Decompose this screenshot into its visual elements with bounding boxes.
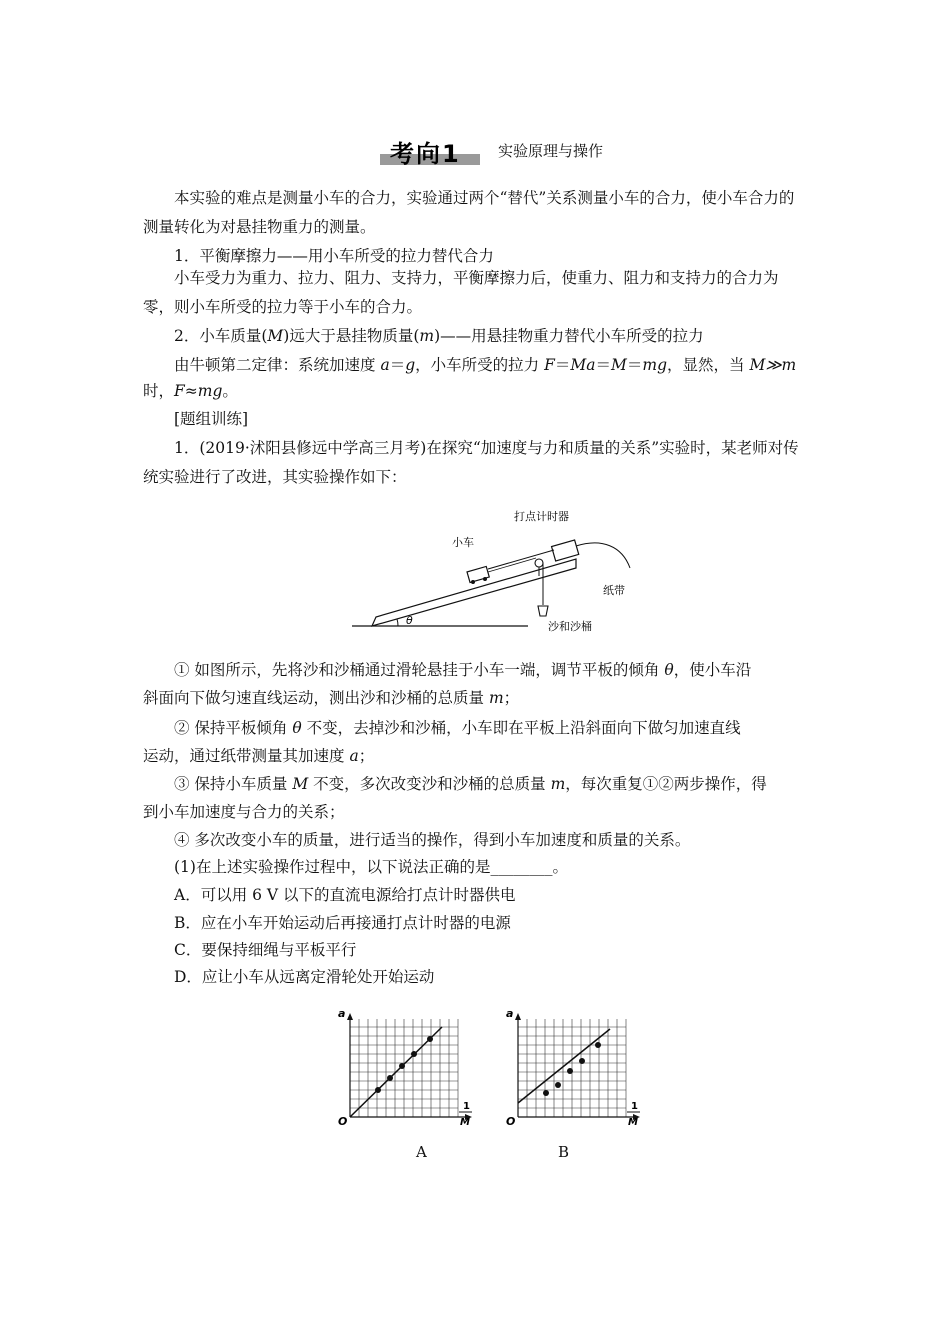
timer-label: 打点计时器: [514, 510, 569, 523]
timer-box: [552, 540, 579, 561]
thread-line: [488, 550, 554, 569]
training-label: [题组训练]: [174, 410, 249, 428]
y-axis-label: a: [506, 1007, 514, 1020]
data-point: [555, 1082, 561, 1088]
step4-line: ④ 多次改变小车的质量，进行适当的操作，得到小车加速度和质量的关系。: [174, 831, 691, 849]
intro-paragraph: 本实验的难点是测量小车的合力，实验通过两个“替代”关系测量小车的合力，使小车合力的测量转化为对悬挂物重力的测量。: [143, 189, 795, 236]
point2-line1: 由牛顿第二定律：系统加速度 a＝g，小车所受的拉力 F＝Ma＝M＝mg，显然，当 M≫m: [174, 356, 797, 374]
apparatus-figure: [340, 500, 650, 640]
point2-title: 2．小车质量(M)远大于悬挂物质量(m)——用悬挂物重力替代小车所受的拉力: [174, 327, 704, 345]
paper-tape: [576, 543, 630, 568]
data-point: [427, 1036, 433, 1042]
step3-line1: ③ 保持小车质量 M 不变，多次改变沙和沙桶的总质量 m，每次重复①②两步操作，得: [174, 775, 767, 793]
step1-line1: ① 如图所示，先将沙和沙桶通过滑轮悬挂于小车一端，调节平板的倾角 θ，使小车沿: [174, 661, 752, 679]
step1-line2: 斜面向下做匀速直线运动，测出沙和沙桶的总质量 m；: [143, 689, 520, 707]
data-point: [579, 1058, 585, 1064]
option-b: B．应在小车开始运动后再接通打点计时器的电源: [174, 914, 511, 932]
point1-title: 1．平衡摩擦力——用小车所受的拉力替代合力: [174, 247, 494, 265]
step3-line2: 到小车加速度与合力的关系；: [143, 803, 345, 821]
fit-line: [518, 1029, 610, 1103]
tape-on-board: [488, 558, 536, 572]
data-point: [543, 1090, 549, 1096]
data-point: [387, 1075, 393, 1081]
x-axis-num: 1: [631, 1101, 638, 1112]
data-point: [567, 1068, 573, 1074]
data-point: [375, 1087, 381, 1093]
angle-label: θ: [406, 614, 413, 627]
tape-label: 纸带: [603, 584, 625, 597]
step2-line2: 运动，通过纸带测量其加速度 a；: [143, 747, 375, 765]
cart-wheel: [471, 580, 475, 584]
x-axis-den: M: [460, 1117, 470, 1128]
y-axis-arrow: [515, 1013, 521, 1020]
cart-label: 小车: [452, 536, 474, 549]
sub-question-1: (1)在上述实验操作过程中，以下说法正确的是________。: [174, 858, 568, 876]
graph-grid: [518, 1019, 626, 1117]
step2-line1: ② 保持平板倾角 θ 不变，去掉沙和沙桶，小车即在平板上沿斜面向下做匀加速直线: [174, 719, 741, 737]
data-point: [595, 1042, 601, 1048]
section-tag-text: 考向1: [390, 140, 461, 168]
angle-arc: [397, 619, 398, 626]
option-c: C．要保持细绳与平板平行: [174, 941, 357, 959]
option-a: A．可以用 6 V 以下的直流电源给打点计时器供电: [174, 886, 516, 904]
sand-bucket: [538, 606, 548, 616]
y-axis-label: a: [338, 1007, 346, 1020]
graph-b: [498, 1005, 648, 1135]
data-point: [399, 1063, 405, 1069]
origin-label: O: [506, 1115, 516, 1128]
origin-label: O: [338, 1115, 348, 1128]
pulley-wheel: [535, 559, 543, 567]
sand-label: 沙和沙桶: [548, 620, 592, 633]
graph-b-caption: B: [558, 1143, 570, 1161]
y-axis-arrow: [347, 1013, 353, 1020]
x-axis-num: 1: [463, 1101, 470, 1112]
x-axis-den: M: [628, 1117, 638, 1128]
cart-wheel: [483, 577, 487, 581]
question-stem: 1．(2019·沭阳县修远中学高三月考)在探究“加速度与力和质量的关系”实验时，某老师对传统实验进行了改进，其实验操作如下：: [143, 439, 799, 486]
point1-body: 小车受力为重力、拉力、阻力、支持力，平衡摩擦力后，使重力、阻力和支持力的合力为零，则小车所受的拉力等于小车的合力。: [143, 269, 779, 316]
data-point: [411, 1051, 417, 1057]
option-d: D．应让小车从远离定滑轮处开始运动: [174, 968, 435, 986]
graph-a-caption: A: [416, 1143, 427, 1161]
section-title: 实验原理与操作: [498, 142, 604, 160]
point2-line2: 时，F≈mg。: [143, 382, 238, 400]
section-tag: [380, 134, 480, 166]
graph-a: [330, 1005, 480, 1135]
section-heading: [380, 134, 680, 168]
